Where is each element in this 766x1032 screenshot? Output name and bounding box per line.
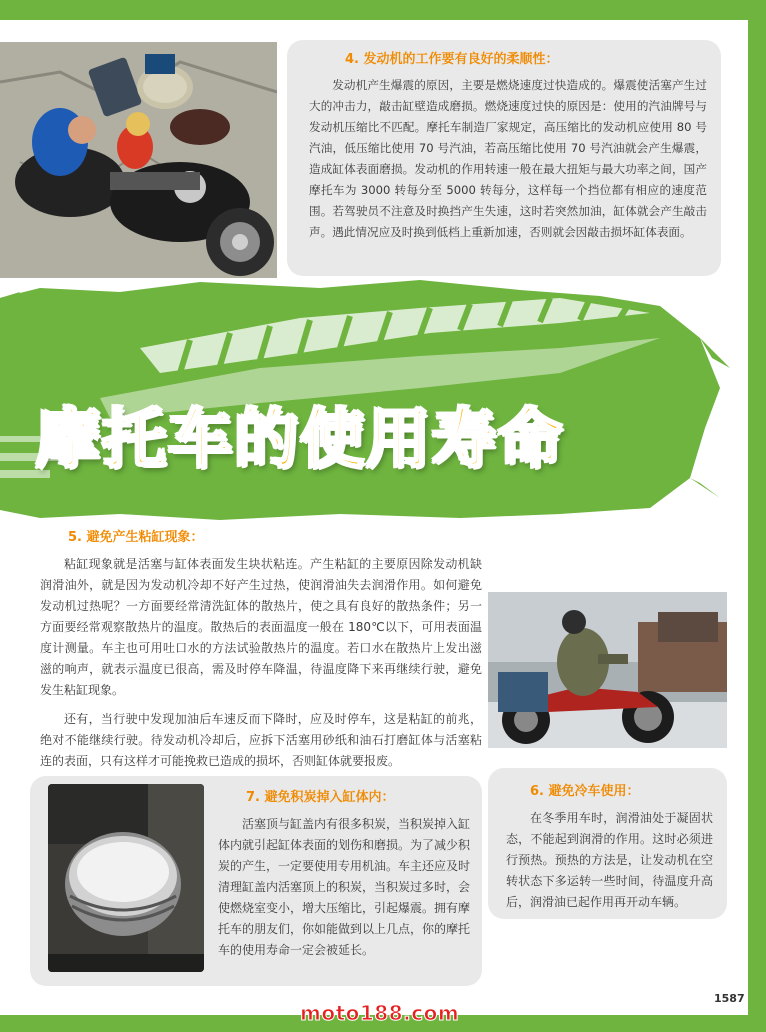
section-6-box (488, 768, 727, 919)
section-6-title: 6. 避免冷车使用： (530, 784, 640, 799)
photo-piston (48, 784, 204, 972)
photo-winter-rider (488, 592, 727, 748)
photo-motorcycle-repair (0, 42, 277, 278)
section-5 (22, 528, 482, 772)
section-4-body: 发动机产生爆震的原因，主要是燃烧速度过快造成的。爆震使活塞产生过大的冲击力，敲击缸壁造成磨损。燃烧速度过快的原因是：使用的汽油牌号与发动机压缩比不匹配。摩托车制造厂家规定，高压缩比的发动机应使用 80 号汽油，低压缩比使用 70 号汽油，若高压缩比使用 70 号汽油就会产生爆震，造成缸体表面磨损。发动机的作用转速一般在最大扭矩与最大功率之间，国产摩托车为 3000 转每分至 5000 转每分，这样每一个挡位都有相应的速度范围。若驾驶员不注意及时换挡产生失速，这时若突然加油，缸体就会产生敲击声。遇此情况应及时换到低档上重新加速，否则就会因敲击损坏缸体表面。 (309, 78, 707, 239)
section-6-body: 在冬季用车时，润滑油处于凝固状态，不能起到润滑的作用。这时必须进行预热。预热的方法是，让发动机在空转状态下多运转一些时间，待温度升高后，润滑油已起作用再开动车辆。 (506, 811, 713, 909)
magazine-page (0, 20, 748, 1015)
footer-website-url: moto188.com (300, 1001, 460, 1025)
section-4-box (287, 40, 721, 276)
section-5-para-2: 还有，当行驶中发现加油后车速反而下降时，应及时停车，这是粘缸的前兆，绝对不能继续行驶。待发动机冷却后，应拆下活塞用砂纸和油石打磨缸体与活塞粘连的表面，只有这样才可能挽救已造成的损坏，否则缸体就要报废。 (40, 712, 482, 768)
section-5-para-1: 粘缸现象就是活塞与缸体表面发生块状粘连。产生粘缸的主要原因除发动机缺润滑油外，就是因为发动机冷却不好产生过热，使润滑油失去润滑作用。如何避免发动机过热呢？一方面要经常清洗缸体的散热片，使之具有良好的散热条件；另一方面要经常观察散热片的温度。散热后的表面温度一般在 180℃以下，可用表面温度计测量。车主也可用吐口水的方法试验散热片的温度。若口水在散热片上发出滋滋的响声，就表示温度已很高，需及时停车降温，待温度降下来再继续行驶，避免发生粘缸现象。 (40, 557, 482, 697)
section-7-body: 活塞顶与缸盖内有很多积炭，当积炭掉入缸体内就引起缸体表面的划伤和磨损。为了减少积炭的产生，一定要使用专用机油。车主还应及时清理缸盖内活塞顶上的积炭，当积炭过多时，会使燃烧室变小，增大压缩比，引起爆震。拥有摩托车的朋友们，你如能做到以上几点，你的摩托车的使用寿命一定会被延长。 (218, 817, 471, 957)
footer-bar (0, 995, 766, 1032)
banner-title: 摩托车的使用寿命 (36, 403, 564, 477)
section-5-title: 5. 避免产生粘缸现象： (68, 530, 204, 545)
section-4-title: 4. 发动机的工作要有良好的柔顺性： (345, 52, 559, 67)
page-number: 1587 (714, 992, 745, 1005)
section-7-title: 7. 避免积炭掉入缸体内： (246, 790, 395, 805)
section-7-box (30, 776, 482, 986)
